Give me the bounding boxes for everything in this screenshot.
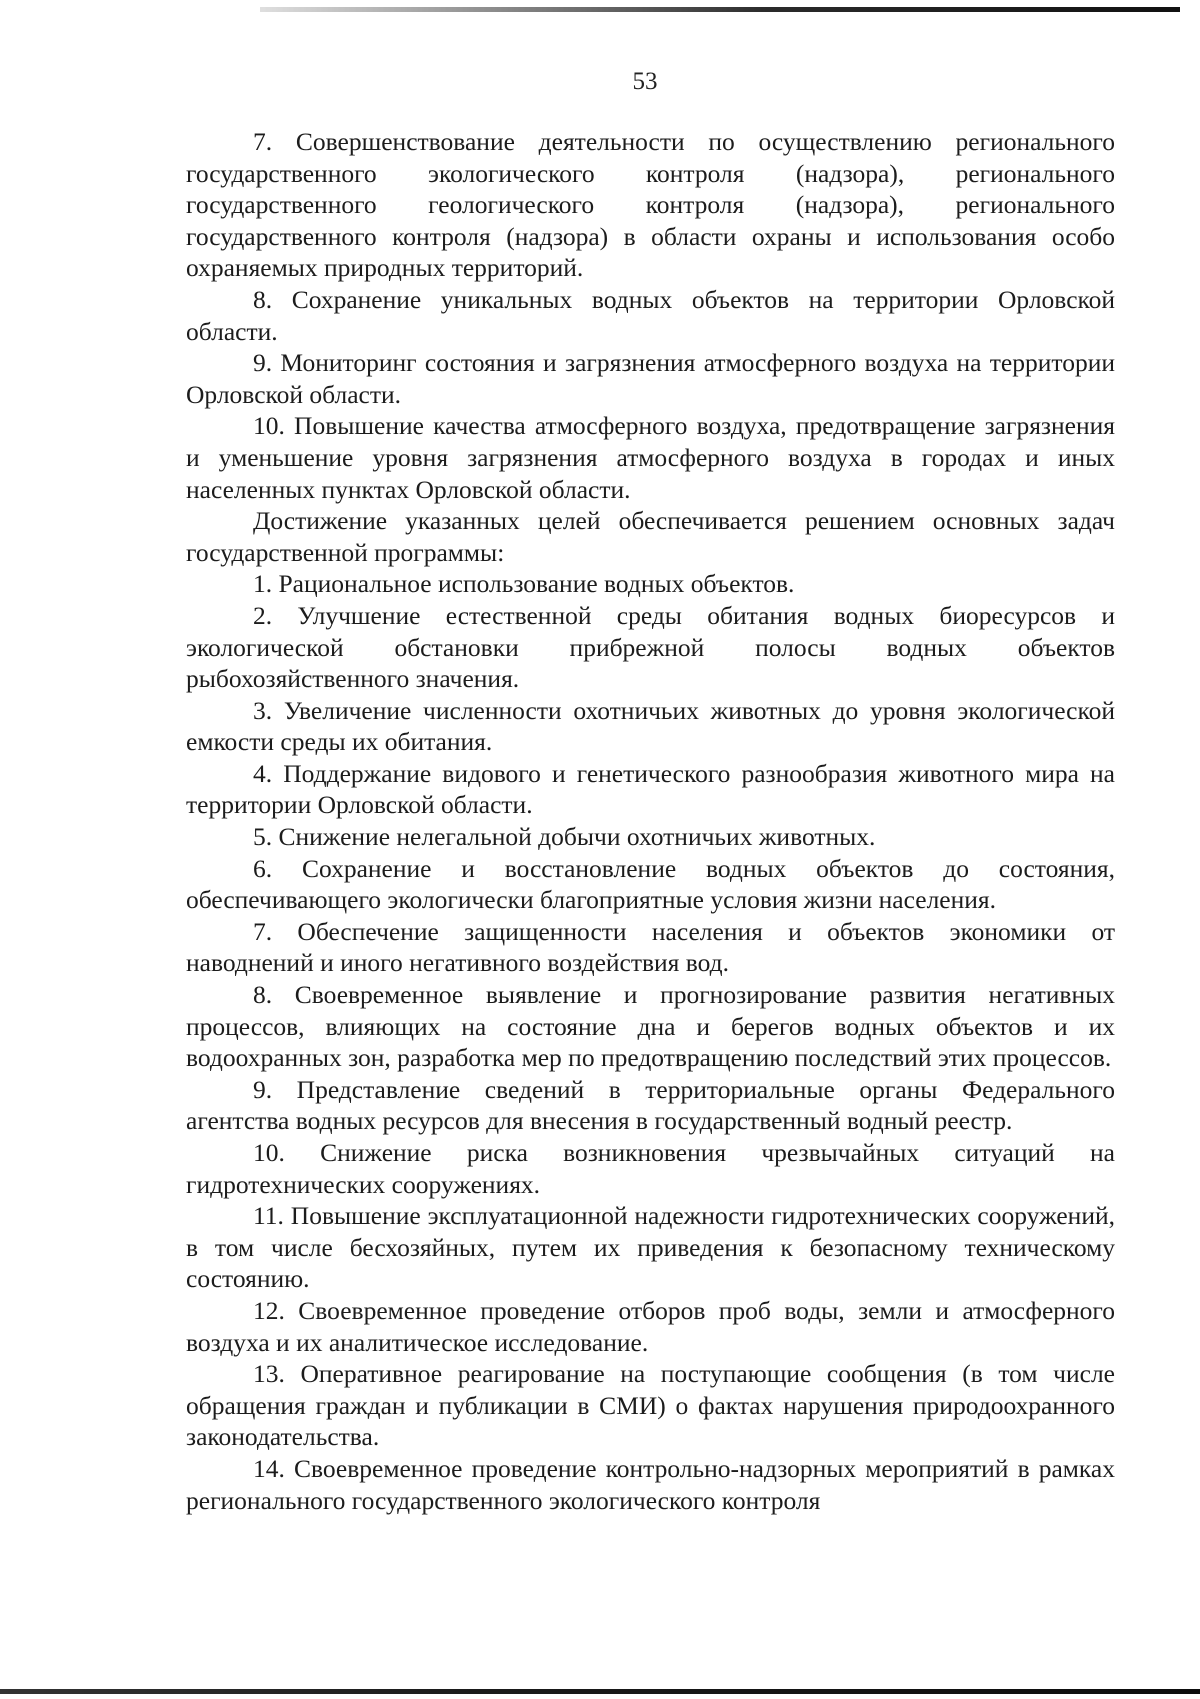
paragraph-task-7: 7. Обеспечение защищенности населения и объектов экономики от наводнений и иного негативного воздействия вод. xyxy=(186,916,1115,978)
paragraph-task-10: 10. Снижение риска возникновения чрезвычайных ситуаций на гидротехнических сооружениях. xyxy=(186,1138,1115,1199)
paragraph-task-3: 3. Увеличение численности охотничьих животных до уровня экологической емкости среды их обитания. xyxy=(186,695,1115,757)
top-scan-edge-line xyxy=(260,7,1180,12)
paragraph-task-11: 11. Повышение эксплуатационной надежности гидротехнических сооружений, в том числе бесхозяйных, путем их приведения к безопасному техническому состоянию. xyxy=(186,1201,1115,1294)
paragraph-task-8: 8. Своевременное выявление и прогнозирование развития негативных процессов, влияющих на состояние дна и берегов водных объектов и их водоохранных зон, разработка мер по предотвращению последствий этих процессов. xyxy=(186,980,1115,1073)
page-number: 53 xyxy=(632,68,658,95)
paragraph-task-14: 14. Своевременное проведение контрольно-надзорных мероприятий в рамках регионального государственного экологического контроля xyxy=(186,1453,1115,1515)
paragraph-task-9: 9. Представление сведений в территориальные органы Федерального агентства водных ресурсов для внесения в государственный водный реестр. xyxy=(186,1074,1115,1136)
bottom-scan-edge-line xyxy=(0,1689,1200,1694)
paragraph-task-12: 12. Своевременное проведение отборов проб воды, земли и атмосферного воздуха и их аналитическое исследование. xyxy=(186,1295,1115,1357)
paragraph-goal-8: 8. Сохранение уникальных водных объектов на территории Орловской области. xyxy=(186,284,1115,346)
paragraph-goal-7: 7. Совершенствование деятельности по осуществлению регионального государственного экологического контроля (надзора), регионального государственного геологического контроля (надзора), регионального государственного контроля (надзора) в области охраны и использования особо охраняемых природных территорий. xyxy=(186,127,1115,283)
paragraph-goal-9: 9. Мониторинг состояния и загрязнения атмосферного воздуха на территории Орловской области. xyxy=(186,348,1115,409)
paragraph-task-6: 6. Сохранение и восстановление водных объектов до состояния, обеспечивающего экологически благоприятные условия жизни населения. xyxy=(186,853,1115,915)
document-body xyxy=(186,126,1115,1516)
paragraph-task-4: 4. Поддержание видового и генетического разнообразия животного мира на территории Орловской области. xyxy=(186,758,1115,820)
paragraph-task-13: 13. Оперативное реагирование на поступающие сообщения (в том числе обращения граждан и публикации в СМИ) о фактах нарушения природоохранного законодательства. xyxy=(186,1359,1115,1452)
paragraph-task-5: 5. Снижение нелегальной добычи охотничьих животных. xyxy=(253,822,876,852)
paragraph-goal-10: 10. Повышение качества атмосферного воздуха, предотвращение загрязнения и уменьшение уровня загрязнения атмосферного воздуха в городах и иных населенных пунктах Орловской области. xyxy=(186,411,1115,504)
paragraph-task-1: 1. Рациональное использование водных объектов. xyxy=(253,569,795,599)
paragraph-tasks-intro: Достижение указанных целей обеспечивается решением основных задач государственной программы: xyxy=(186,506,1115,567)
paragraph-task-2: 2. Улучшение естественной среды обитания водных биоресурсов и экологической обстановки прибрежной полосы водных объектов рыбохозяйственного значения. xyxy=(186,600,1115,694)
